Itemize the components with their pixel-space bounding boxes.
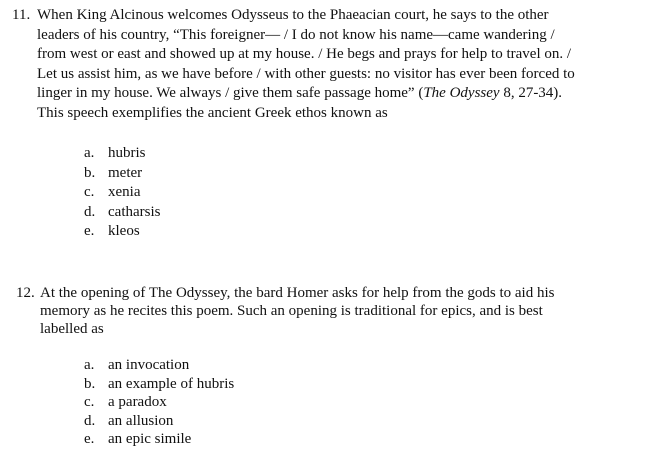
work-title: The Odyssey xyxy=(423,85,500,101)
choice-letter: a. xyxy=(84,145,95,161)
answer-choice[interactable] xyxy=(84,183,160,203)
answer-choice[interactable] xyxy=(84,203,160,223)
answer-choice[interactable] xyxy=(84,375,234,394)
choice-text: xenia xyxy=(108,184,141,200)
answer-choice[interactable] xyxy=(84,430,234,449)
choice-letter: e. xyxy=(84,431,95,447)
choice-letter: e. xyxy=(84,223,95,239)
choice-text: an invocation xyxy=(108,357,190,373)
answer-choice[interactable] xyxy=(84,356,234,375)
choice-letter: b. xyxy=(84,375,96,392)
answer-choice[interactable] xyxy=(84,393,234,412)
choice-letter: c. xyxy=(84,394,95,410)
choice-text: kleos xyxy=(108,223,140,239)
question-text-line: memory as he recites this poem. Such an opening is traditional for epics, and is best xyxy=(40,303,543,319)
question-number: 12. xyxy=(16,285,35,301)
question-text-line: When King Alcinous welcomes Odysseus to the Phaeacian court, he says to the other xyxy=(37,7,549,23)
question-text-segment: linger in my house. We always / give them safe passage home” ( xyxy=(37,85,424,101)
answer-choice[interactable] xyxy=(84,144,160,164)
question-text-line: At the opening of The Odyssey, the bard Homer asks for help from the gods to aid his xyxy=(40,285,555,301)
answer-choices xyxy=(84,144,160,242)
question-text-line: Let us assist him, as we have before / with other guests: no visitor has ever been forced to xyxy=(37,65,575,82)
choice-letter: b. xyxy=(84,164,96,181)
choice-text: an allusion xyxy=(108,412,174,429)
choice-text: catharsis xyxy=(108,203,161,220)
choice-letter: d. xyxy=(84,412,96,429)
question-text-line xyxy=(37,84,562,104)
question-text-line: leaders of his country, “This foreigner— / I do not know his name—came wandering / xyxy=(37,26,555,43)
choice-letter: d. xyxy=(84,203,96,220)
choice-text: meter xyxy=(108,164,143,181)
choice-text: hubris xyxy=(108,145,146,161)
answer-choices xyxy=(84,356,234,449)
question-text-line: This speech exemplifies the ancient Greek ethos known as xyxy=(37,104,388,121)
answer-choice[interactable] xyxy=(84,164,160,184)
choice-letter: a. xyxy=(84,357,95,373)
choice-text: a paradox xyxy=(108,394,167,410)
answer-choice[interactable] xyxy=(84,222,160,242)
question-text-line: from west or east and showed up at my house. / He begs and prays for help to travel on. / xyxy=(37,46,572,62)
choice-text: an example of hubris xyxy=(108,375,235,392)
question-text-segment: 8, 27-34). xyxy=(499,85,563,101)
answer-choice[interactable] xyxy=(84,412,234,431)
choice-text: an epic simile xyxy=(108,431,192,447)
choice-letter: c. xyxy=(84,184,95,200)
question-text-line: labelled as xyxy=(40,321,104,337)
question-number: 11. xyxy=(12,7,31,23)
